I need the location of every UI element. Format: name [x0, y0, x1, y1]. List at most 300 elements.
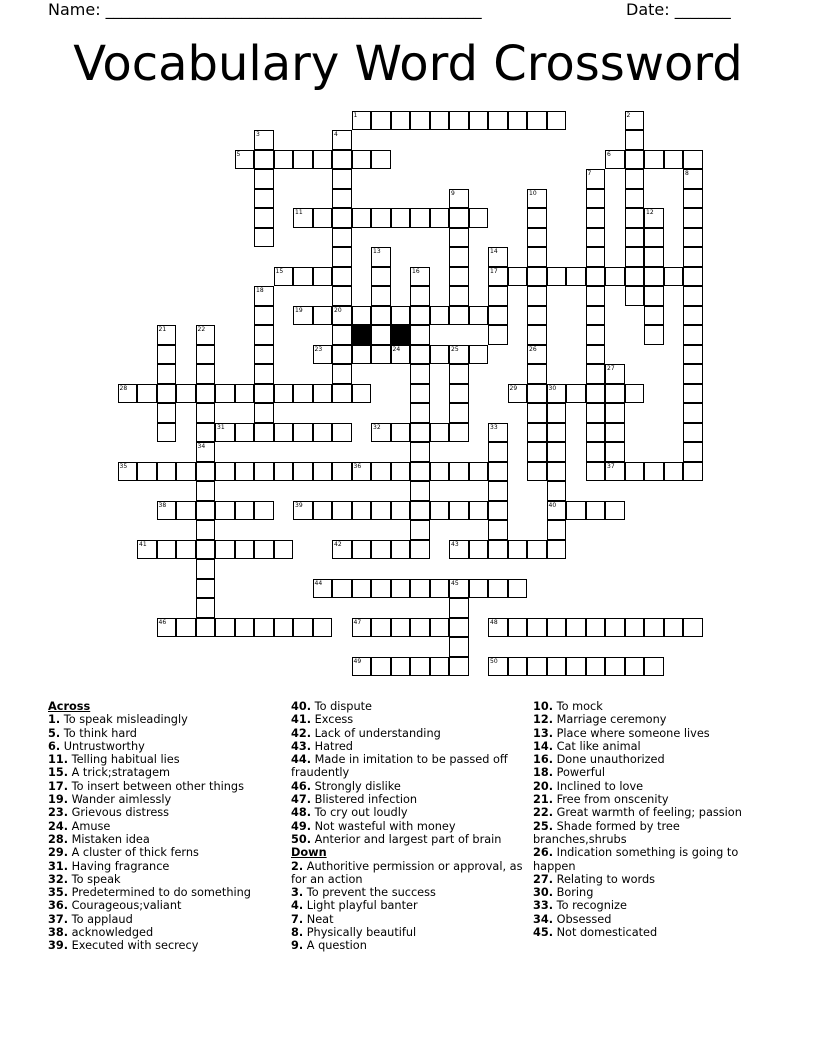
grid-cell[interactable]: [566, 384, 586, 404]
grid-cell[interactable]: [332, 345, 352, 365]
grid-cell[interactable]: [391, 208, 411, 228]
grid-cell[interactable]: [293, 150, 313, 170]
grid-cell[interactable]: [410, 403, 430, 423]
grid-cell[interactable]: [527, 403, 547, 423]
grid-cell[interactable]: [488, 423, 508, 443]
grid-cell[interactable]: [313, 579, 333, 599]
grid-cell[interactable]: [683, 423, 703, 443]
grid-cell[interactable]: [508, 618, 528, 638]
grid-cell[interactable]: [235, 423, 255, 443]
grid-cell[interactable]: [449, 462, 469, 482]
grid-cell[interactable]: [332, 579, 352, 599]
grid-cell[interactable]: [371, 111, 391, 131]
grid-cell[interactable]: [430, 423, 450, 443]
grid-cell[interactable]: [293, 501, 313, 521]
grid-cell[interactable]: [469, 345, 489, 365]
grid-cell[interactable]: [371, 462, 391, 482]
grid-cell[interactable]: [196, 403, 216, 423]
date-field[interactable]: Date: _______: [626, 0, 731, 19]
grid-cell[interactable]: [274, 462, 294, 482]
grid-cell[interactable]: [332, 208, 352, 228]
grid-cell[interactable]: [527, 345, 547, 365]
grid-cell[interactable]: [449, 637, 469, 657]
grid-cell[interactable]: [586, 345, 606, 365]
grid-cell[interactable]: [313, 150, 333, 170]
grid-cell[interactable]: [469, 579, 489, 599]
grid-cell[interactable]: [196, 618, 216, 638]
grid-cell[interactable]: [547, 520, 567, 540]
grid-cell[interactable]: [547, 442, 567, 462]
grid-cell[interactable]: [352, 657, 372, 677]
grid-cell[interactable]: [586, 267, 606, 287]
grid-cell[interactable]: [274, 384, 294, 404]
grid-cell[interactable]: [488, 657, 508, 677]
grid-cell[interactable]: [625, 462, 645, 482]
grid-cell[interactable]: [566, 657, 586, 677]
grid-cell[interactable]: [215, 501, 235, 521]
grid-cell[interactable]: [352, 501, 372, 521]
grid-cell[interactable]: [664, 618, 684, 638]
grid-cell[interactable]: [488, 267, 508, 287]
grid-cell[interactable]: [430, 462, 450, 482]
grid-cell[interactable]: [196, 579, 216, 599]
grid-cell[interactable]: [430, 657, 450, 677]
grid-cell[interactable]: [547, 423, 567, 443]
grid-cell[interactable]: [254, 130, 274, 150]
grid-cell[interactable]: [430, 618, 450, 638]
grid-cell[interactable]: [157, 501, 177, 521]
grid-cell[interactable]: [605, 423, 625, 443]
grid-cell[interactable]: [332, 462, 352, 482]
grid-cell[interactable]: [605, 403, 625, 423]
grid-cell[interactable]: [605, 384, 625, 404]
grid-cell[interactable]: [566, 618, 586, 638]
grid-cell[interactable]: [625, 189, 645, 209]
grid-cell[interactable]: [527, 423, 547, 443]
grid-cell[interactable]: [547, 267, 567, 287]
grid-cell[interactable]: [449, 247, 469, 267]
grid-cell[interactable]: [469, 306, 489, 326]
grid-cell[interactable]: [625, 130, 645, 150]
grid-cell[interactable]: [293, 618, 313, 638]
grid-cell[interactable]: [352, 111, 372, 131]
grid-cell[interactable]: [157, 462, 177, 482]
grid-cell[interactable]: [488, 442, 508, 462]
grid-cell[interactable]: [586, 228, 606, 248]
grid-cell[interactable]: [586, 189, 606, 209]
grid-cell[interactable]: [254, 403, 274, 423]
grid-cell[interactable]: [391, 501, 411, 521]
grid-cell[interactable]: [410, 345, 430, 365]
grid-cell[interactable]: [410, 111, 430, 131]
grid-cell[interactable]: [157, 345, 177, 365]
grid-cell[interactable]: [644, 462, 664, 482]
grid-cell[interactable]: [391, 618, 411, 638]
grid-cell[interactable]: [254, 462, 274, 482]
grid-cell[interactable]: [469, 501, 489, 521]
grid-cell[interactable]: [605, 462, 625, 482]
grid-cell[interactable]: [586, 364, 606, 384]
grid-cell[interactable]: [157, 423, 177, 443]
grid-cell[interactable]: [371, 286, 391, 306]
grid-cell[interactable]: [605, 364, 625, 384]
grid-cell[interactable]: [644, 306, 664, 326]
grid-cell[interactable]: [332, 169, 352, 189]
grid-cell[interactable]: [391, 579, 411, 599]
grid-cell[interactable]: [683, 208, 703, 228]
grid-cell[interactable]: [488, 618, 508, 638]
grid-cell[interactable]: [469, 208, 489, 228]
grid-cell[interactable]: [235, 540, 255, 560]
grid-cell[interactable]: [254, 384, 274, 404]
grid-cell[interactable]: [644, 247, 664, 267]
grid-cell[interactable]: [352, 462, 372, 482]
grid-cell[interactable]: [625, 169, 645, 189]
grid-cell[interactable]: [430, 501, 450, 521]
grid-cell[interactable]: [449, 423, 469, 443]
grid-cell[interactable]: [683, 169, 703, 189]
grid-cell[interactable]: [683, 442, 703, 462]
grid-cell[interactable]: [391, 345, 411, 365]
grid-cell[interactable]: [644, 208, 664, 228]
grid-cell[interactable]: [508, 657, 528, 677]
grid-cell[interactable]: [644, 325, 664, 345]
grid-cell[interactable]: [313, 208, 333, 228]
grid-cell[interactable]: [371, 150, 391, 170]
grid-cell[interactable]: [293, 306, 313, 326]
grid-cell[interactable]: [449, 306, 469, 326]
grid-cell[interactable]: [508, 579, 528, 599]
grid-cell[interactable]: [586, 618, 606, 638]
grid-cell[interactable]: [410, 325, 430, 345]
grid-cell[interactable]: [196, 559, 216, 579]
grid-cell[interactable]: [625, 150, 645, 170]
grid-cell[interactable]: [449, 540, 469, 560]
grid-cell[interactable]: [293, 423, 313, 443]
grid-cell[interactable]: [391, 657, 411, 677]
grid-cell[interactable]: [488, 306, 508, 326]
grid-cell[interactable]: [254, 150, 274, 170]
grid-cell[interactable]: [547, 111, 567, 131]
grid-cell[interactable]: [313, 423, 333, 443]
grid-cell[interactable]: [371, 306, 391, 326]
grid-cell[interactable]: [313, 267, 333, 287]
grid-cell[interactable]: [235, 462, 255, 482]
grid-cell[interactable]: [586, 423, 606, 443]
grid-cell[interactable]: [430, 111, 450, 131]
grid-cell[interactable]: [449, 598, 469, 618]
grid-cell[interactable]: [410, 579, 430, 599]
grid-cell[interactable]: [313, 306, 333, 326]
grid-cell[interactable]: [293, 267, 313, 287]
grid-cell[interactable]: [215, 618, 235, 638]
grid-cell[interactable]: [527, 618, 547, 638]
grid-cell[interactable]: [332, 325, 352, 345]
grid-cell[interactable]: [547, 403, 567, 423]
grid-cell[interactable]: [605, 618, 625, 638]
grid-cell[interactable]: [586, 462, 606, 482]
grid-cell[interactable]: [469, 111, 489, 131]
grid-cell[interactable]: [391, 540, 411, 560]
grid-cell[interactable]: [391, 111, 411, 131]
grid-cell[interactable]: [235, 384, 255, 404]
grid-cell[interactable]: [605, 267, 625, 287]
grid-cell[interactable]: [566, 267, 586, 287]
grid-cell[interactable]: [410, 462, 430, 482]
grid-cell[interactable]: [449, 403, 469, 423]
grid-cell[interactable]: [644, 150, 664, 170]
grid-cell[interactable]: [332, 306, 352, 326]
grid-cell[interactable]: [547, 384, 567, 404]
grid-cell[interactable]: [196, 481, 216, 501]
grid-cell[interactable]: [683, 247, 703, 267]
grid-cell[interactable]: [332, 364, 352, 384]
grid-cell[interactable]: [566, 501, 586, 521]
grid-cell[interactable]: [410, 384, 430, 404]
grid-cell[interactable]: [215, 540, 235, 560]
grid-cell[interactable]: [410, 657, 430, 677]
grid-cell[interactable]: [371, 501, 391, 521]
grid-cell[interactable]: [371, 267, 391, 287]
grid-cell[interactable]: [586, 442, 606, 462]
grid-cell[interactable]: [605, 657, 625, 677]
grid-cell[interactable]: [254, 540, 274, 560]
grid-cell[interactable]: [352, 208, 372, 228]
grid-cell[interactable]: [547, 481, 567, 501]
grid-cell[interactable]: [508, 384, 528, 404]
grid-cell[interactable]: [196, 462, 216, 482]
grid-cell[interactable]: [644, 267, 664, 287]
grid-cell[interactable]: [527, 325, 547, 345]
grid-cell[interactable]: [586, 208, 606, 228]
grid-cell[interactable]: [586, 501, 606, 521]
grid-cell[interactable]: [664, 150, 684, 170]
grid-cell[interactable]: [293, 384, 313, 404]
grid-cell[interactable]: [410, 208, 430, 228]
grid-cell[interactable]: [527, 228, 547, 248]
grid-cell[interactable]: [410, 520, 430, 540]
grid-cell[interactable]: [527, 208, 547, 228]
grid-cell[interactable]: [254, 189, 274, 209]
grid-cell[interactable]: [605, 442, 625, 462]
grid-cell[interactable]: [449, 267, 469, 287]
grid-cell[interactable]: [488, 501, 508, 521]
grid-cell[interactable]: [196, 540, 216, 560]
grid-cell[interactable]: [332, 501, 352, 521]
grid-cell[interactable]: [449, 384, 469, 404]
grid-cell[interactable]: [508, 267, 528, 287]
grid-cell[interactable]: [391, 423, 411, 443]
grid-cell[interactable]: [449, 618, 469, 638]
grid-cell[interactable]: [274, 150, 294, 170]
grid-cell[interactable]: [547, 501, 567, 521]
grid-cell[interactable]: [586, 247, 606, 267]
grid-cell[interactable]: [332, 423, 352, 443]
grid-cell[interactable]: [157, 325, 177, 345]
grid-cell[interactable]: [625, 618, 645, 638]
grid-cell[interactable]: [157, 540, 177, 560]
grid-cell[interactable]: [410, 423, 430, 443]
grid-cell[interactable]: [254, 618, 274, 638]
grid-cell[interactable]: [254, 208, 274, 228]
grid-cell[interactable]: [547, 657, 567, 677]
grid-cell[interactable]: [410, 267, 430, 287]
grid-cell[interactable]: [449, 228, 469, 248]
grid-cell[interactable]: [176, 618, 196, 638]
grid-cell[interactable]: [410, 618, 430, 638]
grid-cell[interactable]: [332, 540, 352, 560]
grid-cell[interactable]: [254, 286, 274, 306]
grid-cell[interactable]: [625, 657, 645, 677]
grid-cell[interactable]: [586, 384, 606, 404]
grid-cell[interactable]: [215, 423, 235, 443]
grid-cell[interactable]: [547, 462, 567, 482]
grid-cell[interactable]: [527, 462, 547, 482]
grid-cell[interactable]: [508, 111, 528, 131]
grid-cell[interactable]: [313, 462, 333, 482]
grid-cell[interactable]: [527, 540, 547, 560]
grid-cell[interactable]: [254, 423, 274, 443]
grid-cell[interactable]: [527, 267, 547, 287]
grid-cell[interactable]: [488, 540, 508, 560]
grid-cell[interactable]: [352, 540, 372, 560]
grid-cell[interactable]: [449, 501, 469, 521]
grid-cell[interactable]: [274, 267, 294, 287]
grid-cell[interactable]: [196, 520, 216, 540]
grid-cell[interactable]: [371, 657, 391, 677]
grid-cell[interactable]: [469, 462, 489, 482]
grid-cell[interactable]: [664, 267, 684, 287]
grid-cell[interactable]: [410, 501, 430, 521]
grid-cell[interactable]: [430, 579, 450, 599]
grid-cell[interactable]: [332, 247, 352, 267]
grid-cell[interactable]: [527, 247, 547, 267]
grid-cell[interactable]: [235, 501, 255, 521]
grid-cell[interactable]: [293, 462, 313, 482]
grid-cell[interactable]: [352, 345, 372, 365]
grid-cell[interactable]: [254, 364, 274, 384]
grid-cell[interactable]: [371, 540, 391, 560]
grid-cell[interactable]: [586, 306, 606, 326]
grid-cell[interactable]: [430, 208, 450, 228]
grid-cell[interactable]: [683, 286, 703, 306]
grid-cell[interactable]: [157, 384, 177, 404]
grid-cell[interactable]: [449, 208, 469, 228]
grid-cell[interactable]: [371, 247, 391, 267]
grid-cell[interactable]: [625, 384, 645, 404]
grid-cell[interactable]: [683, 345, 703, 365]
grid-cell[interactable]: [254, 345, 274, 365]
grid-cell[interactable]: [527, 286, 547, 306]
grid-cell[interactable]: [157, 403, 177, 423]
grid-cell[interactable]: [410, 540, 430, 560]
grid-cell[interactable]: [488, 462, 508, 482]
grid-cell[interactable]: [176, 384, 196, 404]
grid-cell[interactable]: [586, 403, 606, 423]
grid-cell[interactable]: [586, 169, 606, 189]
grid-cell[interactable]: [196, 423, 216, 443]
grid-cell[interactable]: [196, 325, 216, 345]
grid-cell[interactable]: [644, 228, 664, 248]
grid-cell[interactable]: [352, 306, 372, 326]
grid-cell[interactable]: [449, 579, 469, 599]
grid-cell[interactable]: [410, 442, 430, 462]
grid-cell[interactable]: [352, 579, 372, 599]
grid-cell[interactable]: [313, 384, 333, 404]
grid-cell[interactable]: [625, 208, 645, 228]
grid-cell[interactable]: [254, 325, 274, 345]
grid-cell[interactable]: [176, 462, 196, 482]
grid-cell[interactable]: [488, 520, 508, 540]
grid-cell[interactable]: [196, 598, 216, 618]
grid-cell[interactable]: [313, 618, 333, 638]
grid-cell[interactable]: [488, 481, 508, 501]
grid-cell[interactable]: [157, 364, 177, 384]
grid-cell[interactable]: [137, 384, 157, 404]
grid-cell[interactable]: [449, 189, 469, 209]
grid-cell[interactable]: [527, 384, 547, 404]
grid-cell[interactable]: [430, 306, 450, 326]
grid-cell[interactable]: [469, 540, 489, 560]
grid-cell[interactable]: [508, 540, 528, 560]
grid-cell[interactable]: [196, 345, 216, 365]
grid-cell[interactable]: [488, 286, 508, 306]
grid-cell[interactable]: [527, 657, 547, 677]
grid-cell[interactable]: [332, 384, 352, 404]
grid-cell[interactable]: [625, 247, 645, 267]
name-field[interactable]: Name: _______________________________________________: [48, 0, 482, 19]
grid-cell[interactable]: [137, 462, 157, 482]
grid-cell[interactable]: [449, 111, 469, 131]
grid-cell[interactable]: [625, 228, 645, 248]
grid-cell[interactable]: [527, 442, 547, 462]
grid-cell[interactable]: [683, 384, 703, 404]
grid-cell[interactable]: [371, 579, 391, 599]
grid-cell[interactable]: [410, 481, 430, 501]
grid-cell[interactable]: [391, 462, 411, 482]
grid-cell[interactable]: [235, 150, 255, 170]
grid-cell[interactable]: [274, 540, 294, 560]
grid-cell[interactable]: [176, 540, 196, 560]
grid-cell[interactable]: [683, 462, 703, 482]
grid-cell[interactable]: [586, 325, 606, 345]
grid-cell[interactable]: [332, 228, 352, 248]
grid-cell[interactable]: [683, 618, 703, 638]
grid-cell[interactable]: [449, 657, 469, 677]
grid-cell[interactable]: [410, 364, 430, 384]
grid-cell[interactable]: [196, 364, 216, 384]
grid-cell[interactable]: [352, 150, 372, 170]
grid-cell[interactable]: [118, 384, 138, 404]
grid-cell[interactable]: [313, 501, 333, 521]
grid-cell[interactable]: [254, 169, 274, 189]
grid-cell[interactable]: [137, 540, 157, 560]
grid-cell[interactable]: [625, 267, 645, 287]
grid-cell[interactable]: [605, 501, 625, 521]
grid-cell[interactable]: [215, 384, 235, 404]
grid-cell[interactable]: [371, 325, 391, 345]
grid-cell[interactable]: [332, 150, 352, 170]
grid-cell[interactable]: [410, 306, 430, 326]
grid-cell[interactable]: [449, 286, 469, 306]
grid-cell[interactable]: [644, 618, 664, 638]
grid-cell[interactable]: [586, 657, 606, 677]
grid-cell[interactable]: [176, 501, 196, 521]
grid-cell[interactable]: [683, 403, 703, 423]
grid-cell[interactable]: [547, 618, 567, 638]
grid-cell[interactable]: [254, 228, 274, 248]
grid-cell[interactable]: [664, 462, 684, 482]
